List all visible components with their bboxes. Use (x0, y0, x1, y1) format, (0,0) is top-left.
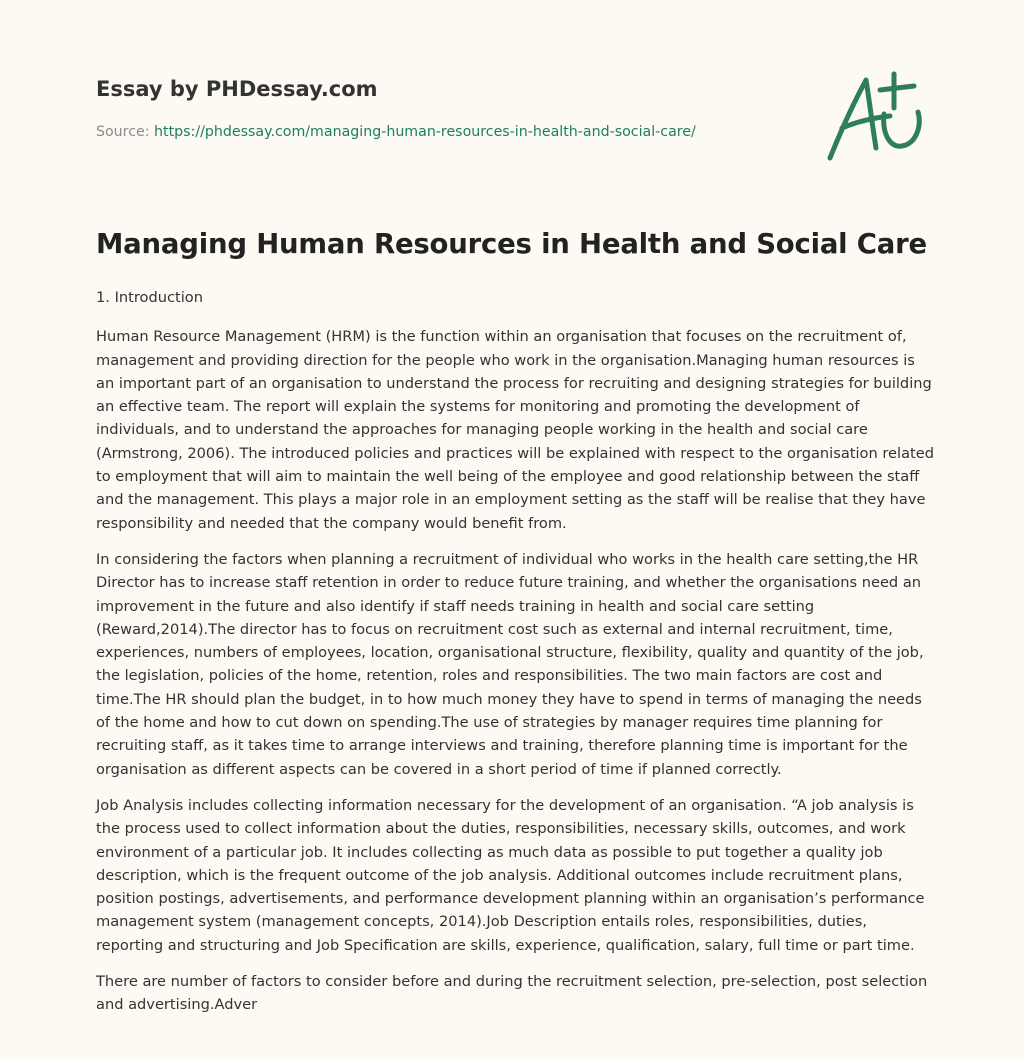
section-heading: 1. Introduction (96, 289, 203, 306)
a-plus-logo-icon (822, 68, 928, 164)
paragraph: There are number of factors to consider before and during the recruitment selection, pre-selection, post selection and advertising.Adver (96, 973, 928, 1014)
site-brand: Essay by PHDessay.com (96, 77, 378, 101)
paragraph: Human Resource Management (HRM) is the function within an organisation that focuses on the recruitment of, management and providing direction for the people who work in the organisation.Managing human resources is an important part of an organisation to understand the process for recruiting and designing strategies for building an effective team. The report will explain the systems for monitoring and promoting the development of individuals, and to understand the approaches for managing people working in the health and social care (Armstrong, 2006). The introduced policies and practices will be explained with respect to the organisation related to employment that will aim to maintain the well being of the employee and good relationship between the staff and the management. This plays a major role in an employment setting as the staff will be realise that they have responsibility and needed that the company would benefit from. (96, 328, 934, 532)
source-link[interactable]: https://phdessay.com/managing-human-resources-in-health-and-social-care/ (154, 124, 696, 140)
logo-plus-horizontal (880, 86, 914, 90)
source-line (96, 124, 696, 140)
paragraph: Job Analysis includes collecting information necessary for the development of an organisation. “A job analysis is the process used to collect information about the duties, responsibilities, necessary skills, outcomes, and work environment of a particular job. It includes collecting as much data as possible to put together a quality job description, which is the frequent outcome of the job analysis. Additional outcomes include recruitment plans, position postings, advertisements, and performance development planning within an organisation’s performance management system (management concepts, 2014).Job Description entails roles, responsibilities, duties, reporting and structuring and Job Specification are skills, experience, qualification, salary, full time or part time. (96, 796, 925, 954)
essay-title: Managing Human Resources in Health and Social Care (96, 228, 927, 260)
essay-body (96, 286, 936, 1030)
paragraph: In considering the factors when planning a recruitment of individual who works in the health care setting,the HR Director has to increase staff retention in order to reduce future training, and whether the organisations need an improvement in the future and also identify if staff needs training in health and social care setting (Reward,2014).The director has to focus on recruitment cost such as external and internal recruitment, time, experiences, numbers of employees, location, organisational structure, flexibility, quality and quantity of the job, the legislation, policies of the home, retention, roles and responsibilities. The two main factors are cost and time.The HR should plan the budget, in to how much money they have to spend in terms of managing the needs of the home and how to cut down on spending.The use of strategies by manager requires time planning for recruiting staff, as it takes time to arrange interviews and training, therefore planning time is important for the organisation as different aspects can be covered in a short period of time if planned correctly. (96, 550, 924, 778)
source-label: Source: (96, 124, 155, 140)
